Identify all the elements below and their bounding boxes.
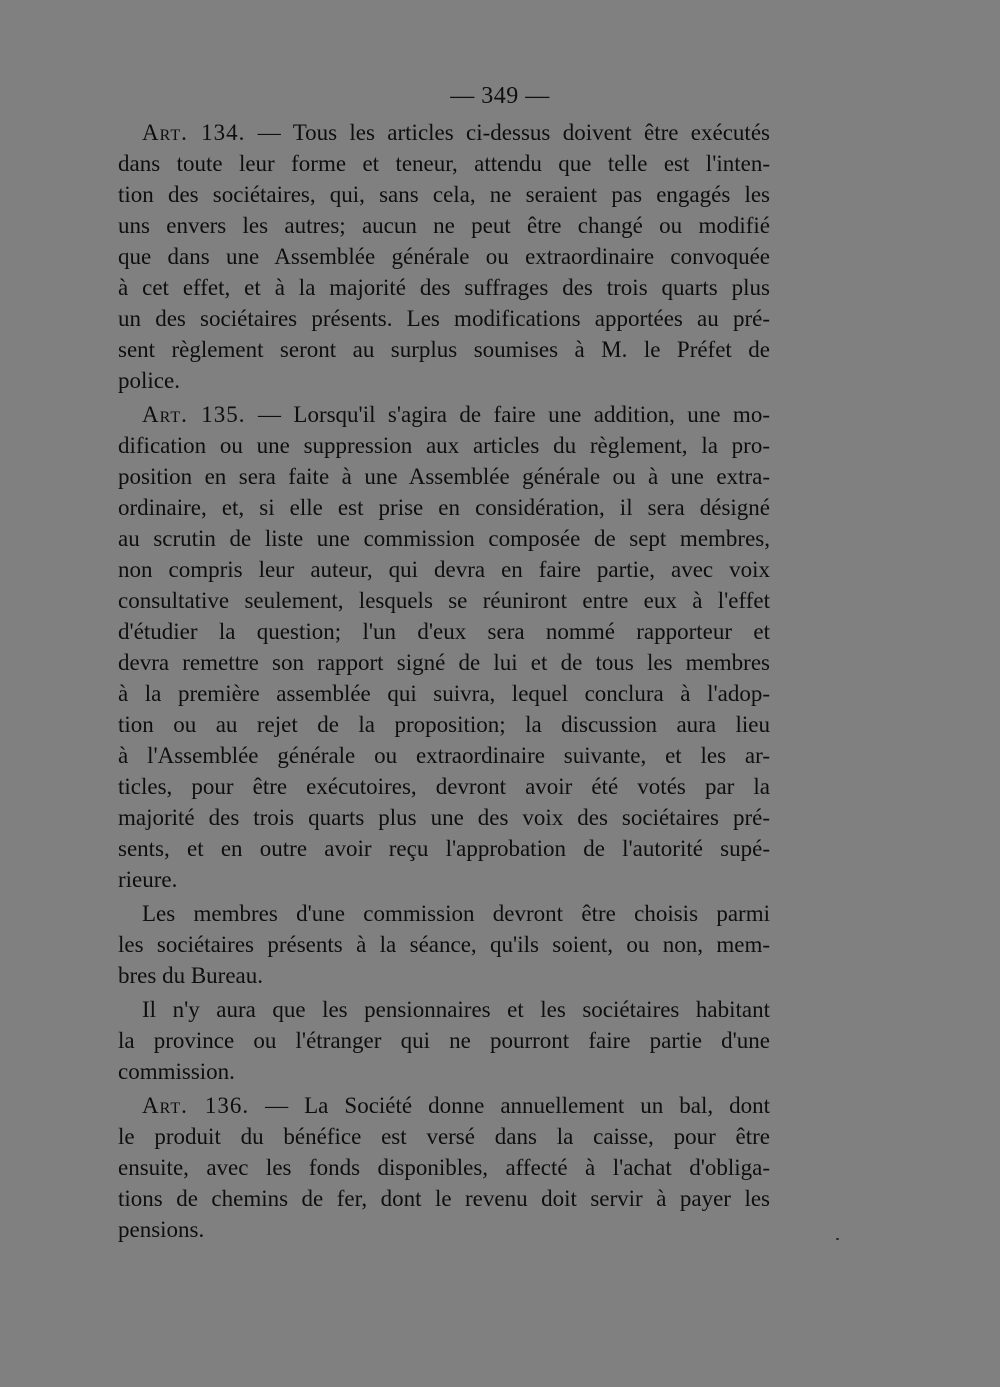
text-line: tion des sociétaires, qui, sans cela, ne seraient pas engagés les: [118, 182, 770, 207]
paragraph: [118, 399, 770, 895]
text-line: les sociétaires présents à la séance, qu'ils soient, ou non, mem-: [118, 932, 770, 957]
article-label: Art. 135.: [142, 402, 246, 427]
text-line: position en sera faite à une Assemblée générale ou à une extra-: [118, 464, 770, 489]
text-line: uns envers les autres; aucun ne peut être changé ou modifié: [118, 213, 770, 238]
body-text: [118, 117, 770, 1245]
text-line: un des sociétaires présents. Les modifications apportées au pré-: [118, 306, 770, 331]
text-line: non compris leur auteur, qui devra en faire partie, avec voix: [118, 557, 770, 582]
text-line-content: — La Société donne annuellement un bal, dont: [249, 1093, 770, 1118]
text-line: sent règlement seront au surplus soumises à M. le Préfet de: [118, 337, 770, 362]
text-line: [118, 399, 770, 430]
text-line: dification ou une suppression aux articles du règlement, la pro-: [118, 433, 770, 458]
text-line: ticles, pour être exécutoires, devront avoir été votés par la: [118, 774, 770, 799]
text-line: majorité des trois quarts plus une des voix des sociétaires pré-: [118, 805, 770, 830]
text-line: que dans une Assemblée générale ou extraordinaire convoquée: [118, 244, 770, 269]
text-line: consultative seulement, lesquels se réuniront entre eux à l'effet: [118, 588, 770, 613]
text-line: le produit du bénéfice est versé dans la caisse, pour être: [118, 1124, 770, 1149]
text-line-content: — Lorsqu'il s'agira de faire une addition, une mo-: [245, 402, 770, 427]
text-line: la province ou l'étranger qui ne pourront faire partie d'une: [118, 1028, 770, 1053]
text-line: bres du Bureau.: [118, 963, 263, 988]
text-line: Les membres d'une commission devront être choisis parmi: [142, 901, 770, 926]
scan-speck: [836, 1238, 839, 1240]
text-line-content: — Tous les articles ci-dessus doivent être exécutés: [245, 120, 770, 145]
article-label: Art. 134.: [142, 120, 246, 145]
text-line: ordinaire, et, si elle est prise en considération, il sera désigné: [118, 495, 770, 520]
article-label: Art. 136.: [142, 1093, 250, 1118]
text-line: Il n'y aura que les pensionnaires et les sociétaires habitant: [142, 997, 770, 1022]
paragraph: [118, 994, 770, 1087]
text-line: commission.: [118, 1059, 235, 1084]
text-line: devra remettre son rapport signé de lui et de tous les membres: [118, 650, 770, 675]
text-line: tions de chemins de fer, dont le revenu doit servir à payer les: [118, 1186, 770, 1211]
text-line: [118, 117, 770, 148]
text-line: sents, et en outre avoir reçu l'approbation de l'autorité supé-: [118, 836, 770, 861]
text-line: à la première assemblée qui suivra, lequel conclura à l'adop-: [118, 681, 770, 706]
paragraph: [118, 117, 770, 396]
page-number: — 349 —: [450, 83, 550, 109]
paragraph: [118, 898, 770, 991]
text-line: d'étudier la question; l'un d'eux sera nommé rapporteur et: [118, 619, 770, 644]
text-line: au scrutin de liste une commission composée de sept membres,: [118, 526, 770, 551]
text-line: ensuite, avec les fonds disponibles, affecté à l'achat d'obliga-: [118, 1155, 770, 1180]
text-line: à l'Assemblée générale ou extraordinaire suivante, et les ar-: [118, 743, 770, 768]
text-line: pensions.: [118, 1217, 205, 1242]
paragraph: [118, 1090, 770, 1245]
text-line: [118, 1090, 770, 1121]
text-line: à cet effet, et à la majorité des suffrages des trois quarts plus: [118, 275, 770, 300]
text-line: tion ou au rejet de la proposition; la discussion aura lieu: [118, 712, 770, 737]
text-line: rieure.: [118, 867, 178, 892]
text-line: dans toute leur forme et teneur, attendu que telle est l'inten-: [118, 151, 770, 176]
text-line: police.: [118, 368, 180, 393]
